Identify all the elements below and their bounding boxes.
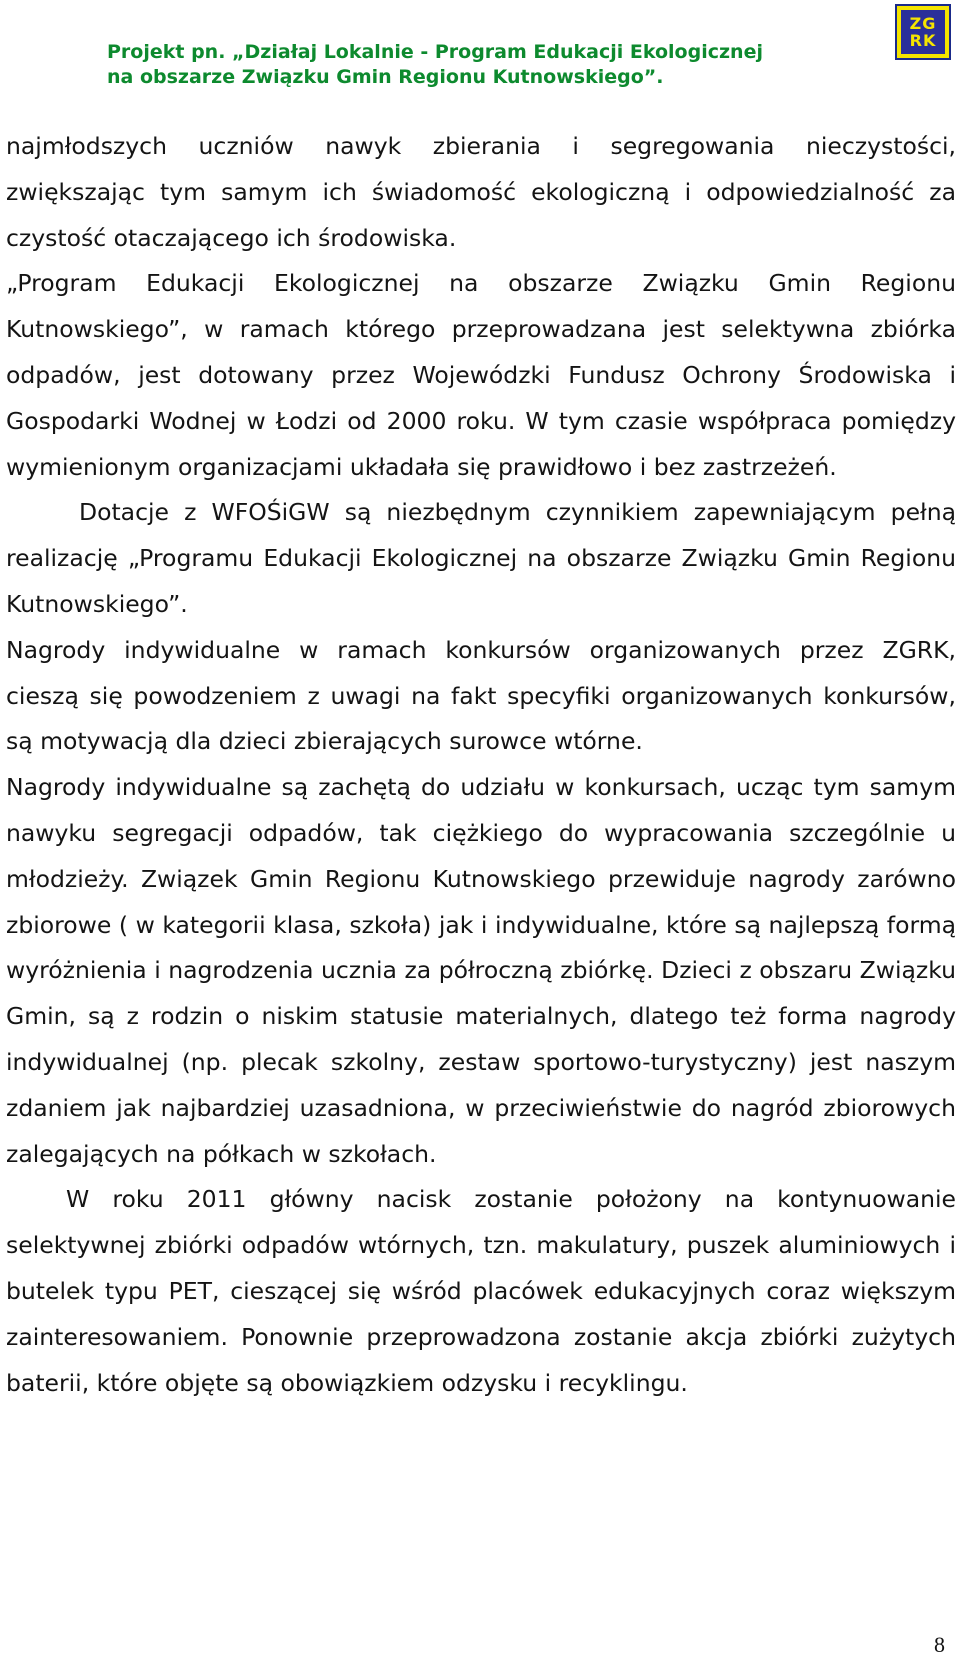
paragraph-5: Nagrody indywidualne są zachętą do udziału w konkursach, ucząc tym samym nawyku segregacji odpadów, tak ciężkiego do wypracowania szczególnie u młodzieży. Związek Gmin Regionu Kutnowskiego przewiduje nagrody zarówno zbiorowe ( w kategorii klasa, szkoła) jak i indywidualne, które są najlepszą formą wyróżnienia i nagrodzenia ucznia za półroczną zbiórkę. Dzieci z obszaru Związku Gmin, są z rodzin o niskim statusie materialnych, dlatego też forma nagrody indywidualnej (np. plecak szkolny, zestaw sportowo-turystyczny) jest naszym zdaniem jak najbardziej uzasadniona, w przeciwieństwie do nagród zbiorowych zalegających na półkach w szkołach. xyxy=(6,773,956,1168)
page-number: 8 xyxy=(934,1632,945,1657)
logo-text-bottom: RK xyxy=(909,31,937,50)
document-body xyxy=(6,124,956,1406)
paragraph-4: Nagrody indywidualne w ramach konkursów organizowanych przez ZGRK, cieszą się powodzeniem z uwagi na fakt specyfiki organizowanych konkursów, są motywacją dla dzieci zbierających surowce wtórne. xyxy=(6,635,956,756)
paragraph-3: Dotacje z WFOŚiGW są niezbędnym czynnikiem zapewniającym pełną realizację „Programu Edukacji Ekologicznej na obszarze Związku Gmin Regionu Kutnowskiego”. xyxy=(6,498,956,618)
zgrk-logo-mark xyxy=(901,10,945,54)
header-line-1: Projekt pn. „Działaj Lokalnie - Program Edukacji Ekologicznej xyxy=(107,41,763,63)
logo-text-top: ZG xyxy=(909,14,937,33)
document-header xyxy=(107,40,867,90)
zgrk-logo xyxy=(895,4,951,60)
header-line-2: na obszarze Związku Gmin Regionu Kutnowskiego”. xyxy=(107,66,664,88)
paragraph-6: W roku 2011 główny nacisk zostanie położony na kontynuowanie selektywnej zbiórki odpadów wtórnych, tzn. makulatury, puszek aluminiowych i butelek typu PET, cieszącej się wśród placówek edukacyjnych coraz większym zainteresowaniem. Ponownie przeprowadzona zostanie akcja zbiórki zużytych baterii, które objęte są obowiązkiem odzysku i recyklingu. xyxy=(6,1185,956,1397)
paragraph-1: najmłodszych uczniów nawyk zbierania i segregowania nieczystości, zwiększając tym samym ich świadomość ekologiczną i odpowiedzialność za czystość otaczającego ich środowiska. xyxy=(6,132,956,252)
paragraph-2: „Program Edukacji Ekologicznej na obszarze Związku Gmin Regionu Kutnowskiego”, w ramach którego przeprowadzana jest selektywna zbiórka odpadów, jest dotowany przez Wojewódzki Fundusz Ochrony Środowiska i Gospodarki Wodnej w Łodzi od 2000 roku. W tym czasie współpraca pomiędzy wymienionym organizacjami układała się prawidłowo i bez zastrzeżeń. xyxy=(6,269,956,481)
